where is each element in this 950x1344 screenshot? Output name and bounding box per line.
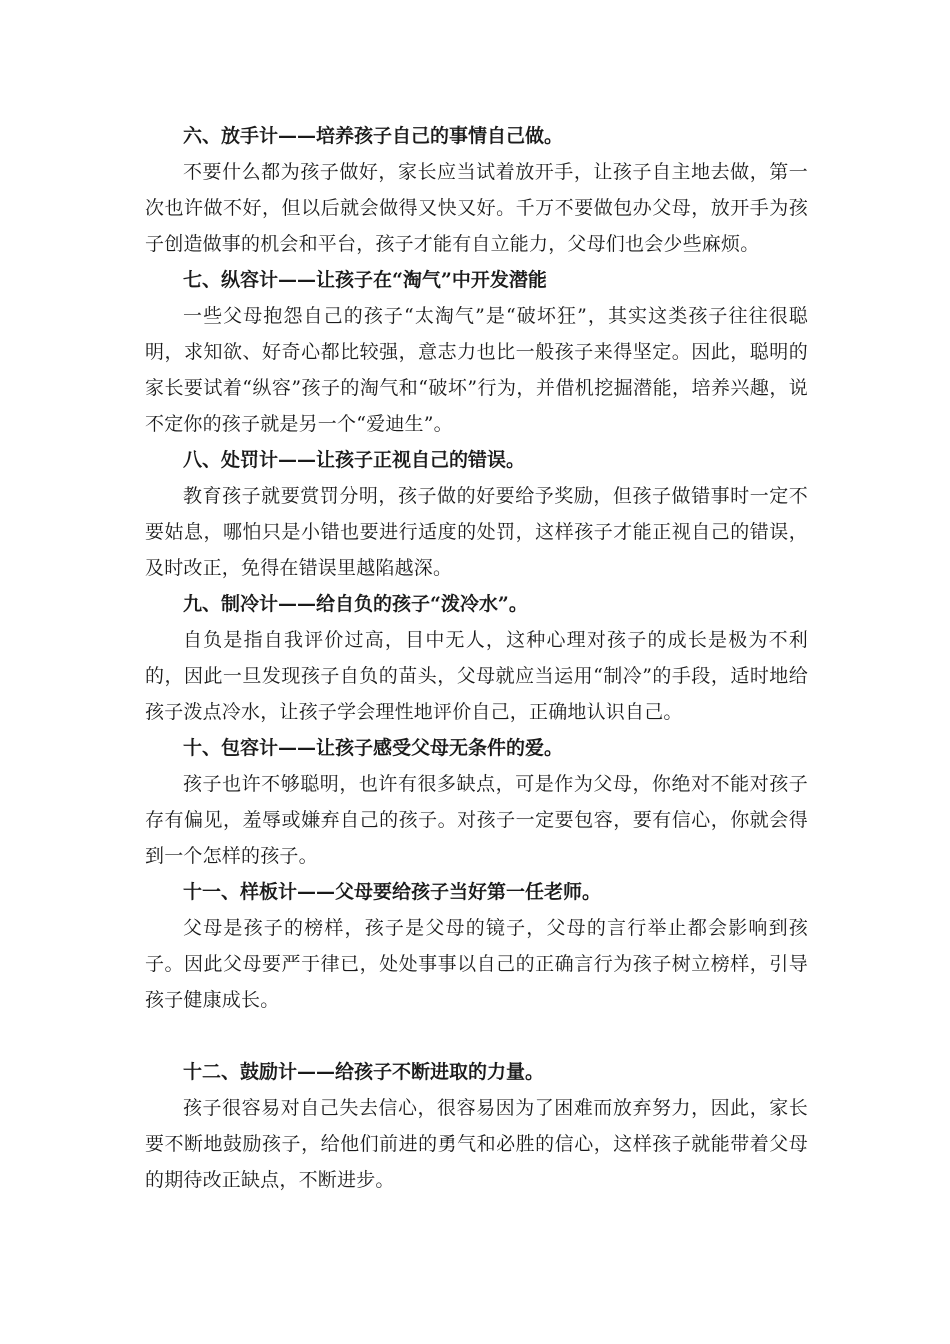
blank-line	[145, 1018, 808, 1054]
section-nine	[145, 586, 808, 730]
section-heading: 十一、样板计——父母要给孩子当好第一任老师。	[183, 881, 602, 903]
section-body: 孩子也许不够聪明，也许有很多缺点，可是作为父母，你绝对不能对孩子存有偏见，羞辱或嫌弃自己的孩子。对孩子一定要包容，要有信心，你就会得到一个怎样的孩子。	[145, 773, 808, 867]
section-heading: 六、放手计——培养孩子自己的事情自己做。	[183, 125, 564, 147]
section-seven	[145, 262, 808, 442]
section-body: 父母是孩子的榜样，孩子是父母的镜子，父母的言行举止都会影响到孩子。因此父母要严于律已，处处事事以自己的正确言行为孩子树立榜样，引导孩子健康成长。	[145, 917, 808, 1011]
section-body: 不要什么都为孩子做好，家长应当试着放开手，让孩子自主地去做，第一次也许做不好，但以后就会做得又快又好。千万不要做包办父母，放开手为孩子创造做事的机会和平台，孩子才能有自立能力，父母们也会少些麻烦。	[145, 161, 808, 255]
section-heading: 十二、鼓励计——给孩子不断进取的力量。	[183, 1061, 545, 1083]
section-body: 教育孩子就要赏罚分明，孩子做的好要给予奖励，但孩子做错事时一定不要姑息，哪怕只是小错也要进行适度的处罚，这样孩子才能正视自己的错误，及时改正，免得在错误里越陷越深。	[145, 485, 808, 579]
section-body: 一些父母抱怨自己的孩子“太淘气”是“破坏狂”，其实这类孩子往往很聪明，求知欲、好奇心都比较强，意志力也比一般孩子来得坚定。因此，聪明的家长要试着“纵容”孩子的淘气和“破坏”行为，并借机挖掘潜能，培养兴趣，说不定你的孩子就是另一个“爱迪生”。	[145, 305, 808, 435]
section-eleven	[145, 874, 808, 1018]
section-body: 自负是指自我评价过高，目中无人，这种心理对孩子的成长是极为不利的，因此一旦发现孩子自负的苗头，父母就应当运用“制冷”的手段，适时地给孩子泼点冷水，让孩子学会理性地评价自己，正确地认识自己。	[145, 629, 808, 723]
section-ten	[145, 730, 808, 874]
section-twelve	[145, 1054, 808, 1198]
section-body: 孩子很容易对自己失去信心，很容易因为了困难而放弃努力，因此，家长要不断地鼓励孩子，给他们前进的勇气和必胜的信心，这样孩子就能带着父母的期待改正缺点，不断进步。	[145, 1097, 808, 1191]
section-eight	[145, 442, 808, 586]
section-heading: 十、包容计——让孩子感受父母无条件的爱。	[183, 737, 564, 759]
section-heading: 七、纵容计——让孩子在“淘气”中开发潜能	[183, 269, 547, 291]
section-heading: 八、处罚计——让孩子正视自己的错误。	[183, 449, 526, 471]
section-six	[145, 118, 808, 262]
section-heading: 九、制冷计——给自负的孩子“泼冷水”。	[183, 593, 528, 615]
